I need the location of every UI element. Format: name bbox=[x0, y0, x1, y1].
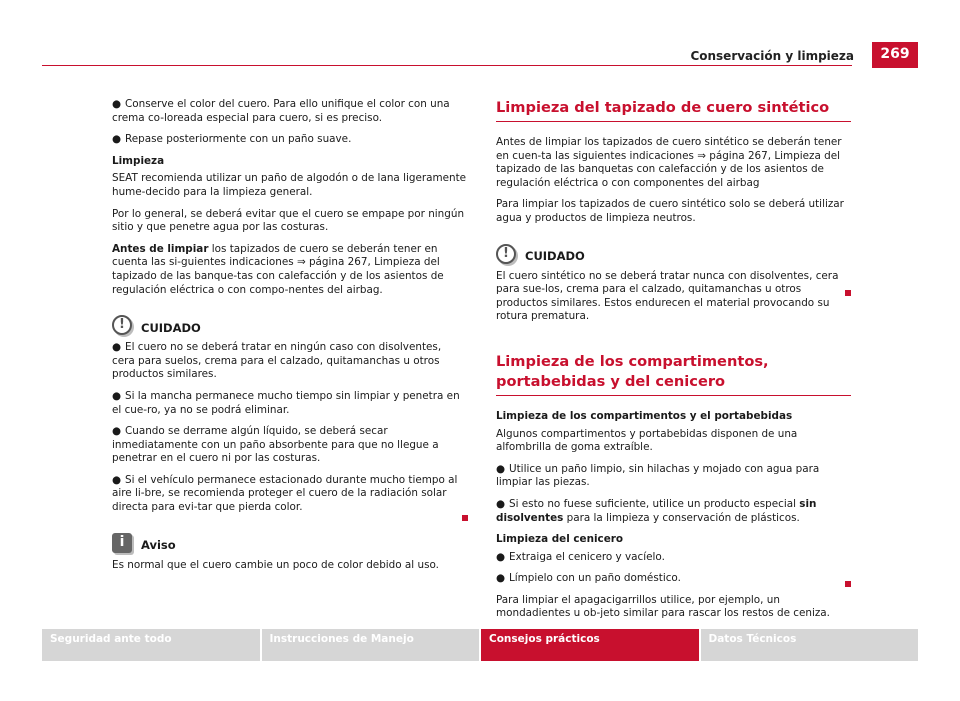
tab-datos[interactable]: Datos Técnicos bbox=[701, 629, 919, 661]
caution-header bbox=[112, 315, 467, 335]
paragraph: Por lo general, se deberá evitar que el cuero se empape por ningún sitio y que penetre agua por las costuras. bbox=[112, 207, 465, 234]
page-number: 269 bbox=[872, 42, 918, 68]
paragraph: Antes de limpiar los tapizados de cuero se deberán tener en cuenta las si-guientes indicaciones ⇒ página 267, Limpieza del tapizado de las banque-tas con calefacción y de los asientos de regulación eléctrica o con compo-nentes del airbag. bbox=[112, 242, 444, 296]
tab-instrucciones[interactable]: Instrucciones de Manejo bbox=[262, 629, 480, 661]
list-item: ● Si esto no fuese suficiente, utilice un producto especial sin disolventes para la limpieza y conservación de plásticos. bbox=[496, 497, 817, 524]
paragraph: Antes de limpiar los tapizados de cuero sintético se deberán tener en cuen-ta las siguientes indicaciones ⇒ página 267, Limpieza del tapizado de las banquetas con calefacción y de los asientos de regulación eléctrica o con componentes del airbag bbox=[496, 136, 842, 189]
bullet-icon: ● bbox=[112, 98, 122, 110]
paragraph: Para limpiar los tapizados de cuero sintético solo se deberá utilizar agua y productos de limpieza neutros. bbox=[496, 198, 844, 224]
bullet-icon: ● bbox=[112, 389, 122, 402]
caution-title: CUIDADO bbox=[141, 320, 201, 335]
list-item: ● Conserve el color del cuero. Para ello unifique el color con una crema co-loreada especial para cuero, si es preciso. bbox=[112, 98, 450, 124]
list-item: ● Si la mancha permanece mucho tiempo sin limpiar y penetra en el cue-ro, ya no se podrá eliminar. bbox=[112, 389, 460, 416]
note-text: Es normal que el cuero cambie un poco de color debido al uso. bbox=[112, 558, 439, 571]
tab-seguridad[interactable]: Seguridad ante todo bbox=[42, 629, 260, 661]
note-header bbox=[112, 533, 467, 553]
list-item: ● Cuando se derrame algún líquido, se deberá secar inmediatamente con un paño absorbente para que no llegue a penetrar en el cuero ni por las costuras. bbox=[112, 425, 439, 465]
end-marker-icon bbox=[462, 515, 468, 521]
page-header-title: Conservación y limpieza bbox=[690, 49, 854, 63]
warning-icon: ! bbox=[496, 244, 516, 264]
caution-title: CUIDADO bbox=[525, 248, 585, 263]
header-rule bbox=[42, 65, 852, 66]
list-item: ● Utilice un paño limpio, sin hilachas y mojado con agua para limpiar las piezas. bbox=[496, 462, 820, 489]
list-item: ● Repase posteriormente con un paño suave. bbox=[112, 133, 352, 146]
list-item: ● El cuero no se deberá tratar en ningún caso con disolventes, cera para suelos, crema para el calzado, quitamanchas u otros productos similares. bbox=[112, 341, 442, 381]
info-icon: i bbox=[112, 533, 132, 553]
section-title-synthetic-leather: Limpieza del tapizado de cuero sintético bbox=[496, 98, 851, 122]
lead-text: Antes de limpiar bbox=[112, 242, 209, 255]
caution-text: El cuero sintético no se deberá tratar nunca con disolventes, cera para sue-los, crema para el calzado, quitamanchas u otros productos similares. Estos endurecen el material provocando su rotura prematura. bbox=[496, 269, 839, 323]
subheading-compartments: Limpieza de los compartimentos y el portabebidas bbox=[496, 409, 793, 422]
caution-header bbox=[496, 244, 851, 264]
paragraph: Algunos compartimentos y portabebidas disponen de una alfombrilla de goma extraíble. bbox=[496, 427, 798, 454]
bullet-icon: ● bbox=[496, 497, 506, 510]
end-marker-icon bbox=[845, 290, 851, 296]
bullet-icon: ● bbox=[112, 425, 122, 438]
note-title: Aviso bbox=[141, 538, 176, 553]
left-column bbox=[112, 98, 467, 580]
bullet-icon: ● bbox=[496, 462, 506, 475]
bullet-icon: ● bbox=[496, 572, 506, 585]
bullet-icon: ● bbox=[112, 473, 122, 486]
right-column bbox=[496, 98, 851, 629]
end-marker-icon bbox=[845, 581, 851, 587]
paragraph: Para limpiar el apagacigarrillos utilice, por ejemplo, un mondadientes u ob-jeto similar para rascar los restos de ceniza. bbox=[496, 593, 830, 620]
warning-icon: ! bbox=[112, 315, 132, 335]
subheading-limpieza: Limpieza bbox=[112, 154, 165, 167]
paragraph: SEAT recomienda utilizar un paño de algodón o de lana ligeramente hume-decido para la limpieza general. bbox=[112, 172, 467, 198]
list-item: ● Si el vehículo permanece estacionado durante mucho tiempo al aire li-bre, se recomienda proteger el cuero de la radiación solar directa para evi-tar que pierda color. bbox=[112, 473, 458, 514]
list-item: ● Extraiga el cenicero y vacíelo. bbox=[496, 550, 665, 563]
footer-nav bbox=[42, 629, 918, 661]
subheading-ashtray: Limpieza del cenicero bbox=[496, 533, 624, 546]
tab-consejos[interactable]: Consejos prácticos bbox=[481, 629, 699, 661]
list-item: ● Límpielo con un paño doméstico. bbox=[496, 572, 681, 585]
section-title-compartments: Limpieza de los compartimentos, portabebidas y del cenicero bbox=[496, 352, 851, 396]
bullet-icon: ● bbox=[496, 550, 506, 563]
bullet-icon: ● bbox=[112, 341, 122, 354]
bullet-icon: ● bbox=[112, 133, 122, 146]
